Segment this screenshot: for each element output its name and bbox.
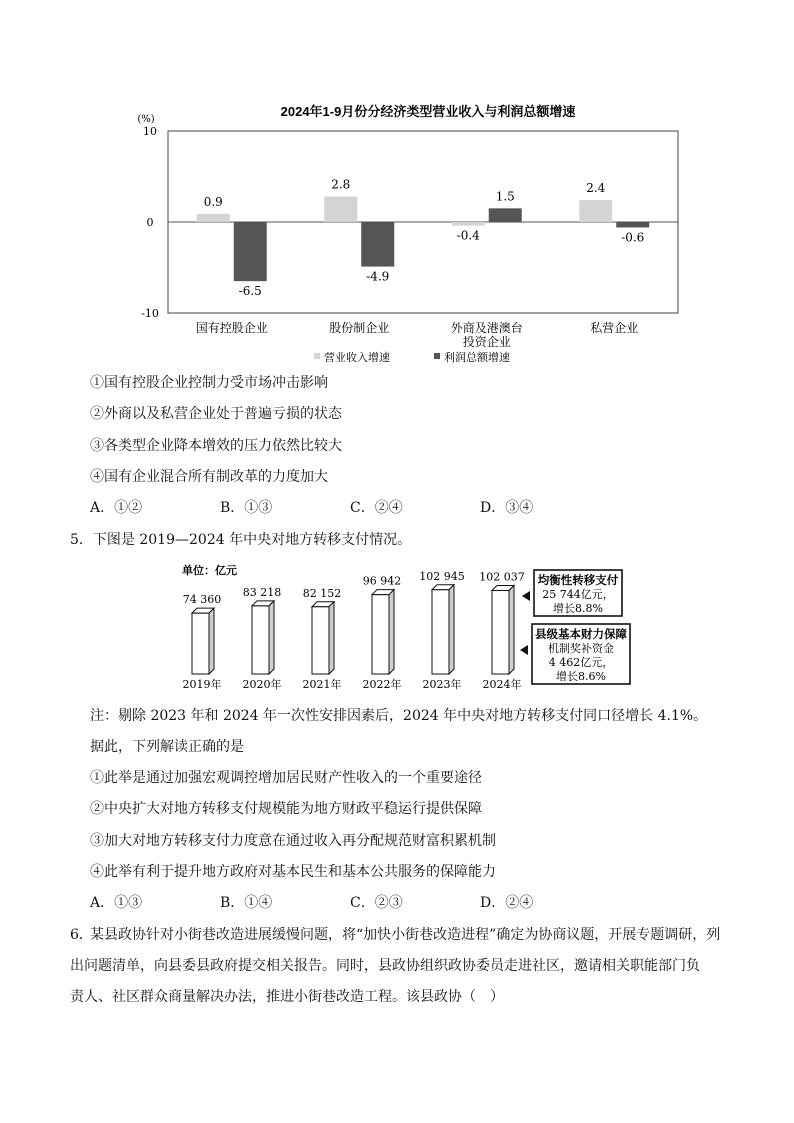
chart1-bar	[452, 222, 485, 226]
q4-choices	[90, 498, 610, 518]
chart2-bar-side	[209, 608, 214, 674]
chart2-bar-side	[269, 601, 274, 674]
q5-choice-c[interactable]: C．②③	[350, 895, 403, 911]
chart1-data-label: -0.4	[456, 228, 480, 243]
q4-choice-d[interactable]: D．③④	[480, 500, 534, 516]
chart2-bar	[192, 613, 209, 674]
enterprise-growth-chart	[128, 98, 688, 368]
q4-option-2: ②外商以及私营企业处于普遍亏损的状态	[90, 406, 342, 422]
chart2-year-label: 2023年	[422, 678, 462, 691]
q4-option-3: ③各类型企业降本增效的压力依然比较大	[90, 438, 342, 454]
chart1-bar	[616, 222, 649, 227]
chart2-annotation-arrow	[522, 591, 530, 601]
chart1-category-label: 外商及港澳台	[450, 321, 523, 335]
chart1-data-label: 1.5	[495, 189, 515, 204]
q6-text-line-2: 出问题清单，向县委县政府提交相关报告。同时，县政协组织政协委员走进社区，邀请相关职能部门负	[70, 958, 700, 974]
q5-option-2: ②中央扩大对地方转移支付规模能为地方财政平稳运行提供保障	[90, 801, 482, 817]
q4-choice-a[interactable]: A．①②	[90, 500, 143, 516]
chart2-annotation-text: 4 462亿元，	[548, 656, 614, 669]
chart1-bar	[579, 200, 612, 222]
q5-option-4: ④此举有利于提升地方政府对基本民生和基本公共服务的保障能力	[90, 864, 496, 880]
chart2-annotation-text: 增长8.6%	[556, 670, 606, 683]
chart2-value-label: 96 942	[362, 574, 402, 588]
chart2-bar	[432, 590, 449, 674]
q5-choices	[90, 893, 610, 913]
chart1-category-label: 私营企业	[590, 321, 639, 335]
chart1-bar	[234, 222, 267, 281]
q5-option-1: ①此举是通过加强宏观调控增加居民财产性收入的一个重要途径	[90, 770, 482, 786]
chart2-annotation-text: 增长8.8%	[553, 602, 603, 615]
chart1-legend-label: 利润总额增速	[444, 351, 510, 364]
chart2-unit: 单位：亿元	[182, 564, 237, 577]
q6-text-line-3: 责人、社区群众商量解决办法，推进小街巷改造工程。该县政协（ ）	[70, 989, 504, 1005]
chart2-bar	[372, 595, 389, 674]
chart2-annotation-text: 机制奖补资金	[548, 642, 614, 655]
chart1-category-label: 投资企业	[462, 335, 511, 349]
chart1-bar	[197, 214, 230, 222]
chart2-year-label: 2021年	[302, 678, 342, 691]
q5-choice-b[interactable]: B．①④	[220, 895, 273, 911]
q5-choice-d[interactable]: D．②④	[480, 895, 534, 911]
q5-option-3: ③加大对地方转移支付力度意在通过收入再分配规范财富积累机制	[90, 833, 496, 849]
q4-option-4: ④国有企业混合所有制改革的力度加大	[90, 469, 328, 485]
chart2-value-label: 102 037	[479, 570, 525, 584]
chart2-annotation-text: 县级基本财力保障	[535, 627, 627, 641]
q5-choice-a[interactable]: A．①③	[90, 895, 143, 911]
chart2-value-label: 83 218	[242, 585, 282, 599]
chart2-value-label: 82 152	[302, 586, 342, 600]
chart1-bar	[361, 222, 394, 267]
chart1-legend-swatch	[314, 353, 320, 359]
q5-number: 5．	[70, 532, 93, 548]
chart2-bar	[492, 591, 509, 674]
chart2-year-label: 2020年	[242, 678, 282, 691]
q6-number: 6．	[70, 927, 93, 943]
chart1-bar	[324, 197, 357, 222]
chart2-year-label: 2022年	[362, 678, 402, 691]
chart1-y-tick: 0	[146, 216, 154, 229]
chart1-title: 2024年1-9月份分经济类型营业收入与利润总额增速	[280, 104, 576, 119]
chart2-annotation-arrow	[520, 645, 528, 655]
chart1-data-label: 2.8	[331, 177, 351, 192]
chart2-value-label: 102 945	[419, 569, 465, 583]
chart2-year-label: 2019年	[182, 678, 222, 691]
chart1-legend-label: 营业收入增速	[324, 351, 390, 364]
chart2-annotation-text: 均衡性转移支付	[537, 573, 619, 587]
transfer-payment-chart	[180, 556, 640, 696]
q5-question: 据此，下列解读正确的是	[90, 739, 244, 755]
chart2-value-label: 74 360	[182, 593, 222, 607]
q5-note: 注：剔除 2023 年和 2024 年一次性安排因素后，2024 年中央对地方转移支付同口径增长 4.1%。	[90, 708, 708, 724]
chart1-data-label: -0.6	[621, 230, 645, 245]
chart2-bar-side	[509, 586, 514, 674]
chart2-year-label: 2024年	[482, 678, 522, 691]
chart1-category-label: 国有控股企业	[195, 321, 268, 335]
q5-stem: 下图是 2019—2024 年中央对地方转移支付情况。	[92, 532, 412, 548]
q4-choice-c[interactable]: C．②④	[350, 500, 403, 516]
chart2-bar	[252, 606, 269, 674]
chart1-data-label: -6.5	[238, 284, 262, 299]
chart1-data-label: -4.9	[366, 269, 390, 284]
chart2-annotation-text: 25 744亿元，	[542, 588, 614, 601]
chart2-bar-side	[389, 590, 394, 674]
chart1-y-unit: (%)	[137, 114, 155, 125]
chart2-bar-side	[449, 585, 454, 674]
chart1-y-tick: 10	[143, 125, 157, 138]
chart2-bar-side	[329, 602, 334, 674]
q6-text-line-1: 某县政协针对小街巷改造进展缓慢问题，将“加快小街巷改造进程”确定为协商议题，开展专题调研，列	[90, 927, 721, 943]
q4-option-1: ①国有控股企业控制力受市场冲击影响	[90, 375, 328, 391]
chart1-legend-swatch	[434, 353, 440, 359]
chart1-y-tick: -10	[141, 307, 159, 320]
chart1-data-label: 2.4	[586, 181, 606, 196]
chart1-bar	[489, 208, 522, 222]
chart1-category-label: 股份制企业	[329, 321, 390, 335]
chart1-data-label: 0.9	[203, 194, 223, 209]
chart2-bar	[312, 607, 329, 674]
question-5	[70, 530, 411, 550]
q4-choice-b[interactable]: B．①③	[220, 500, 273, 516]
